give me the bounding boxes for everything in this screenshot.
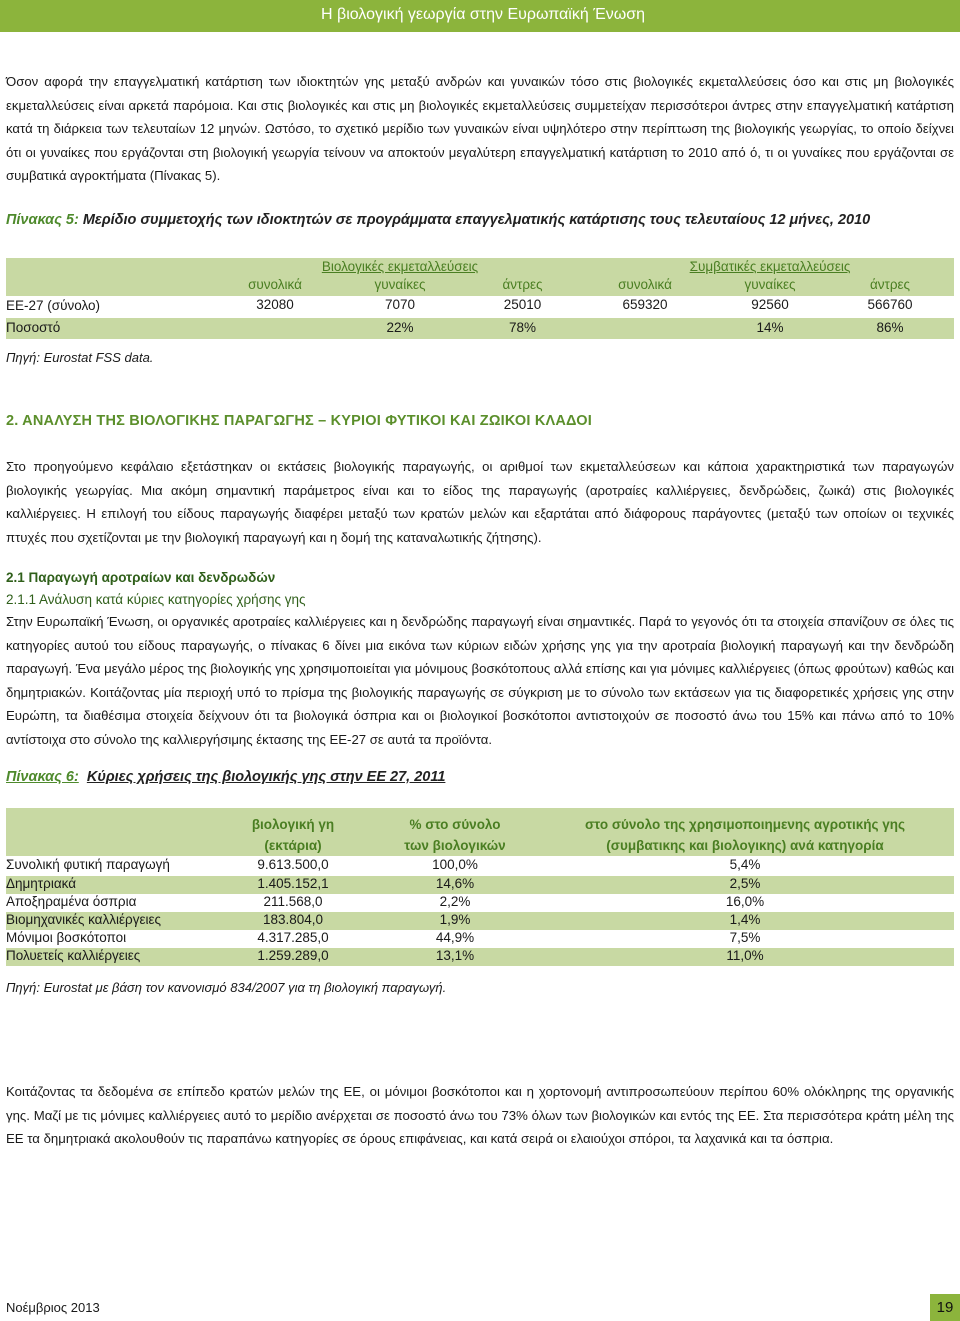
table6-row-label: Αποξηραμένα όσπρια [6, 894, 137, 909]
table6-row-label: Μόνιμοι βοσκότοποι [6, 930, 127, 945]
table5-title [6, 212, 870, 228]
table5-cell: 22% [386, 320, 414, 335]
table5-cell: 86% [876, 320, 904, 335]
table5-col-women-1: γυναίκες [374, 277, 426, 292]
table5-cell: 25010 [503, 297, 542, 312]
table5-col-total-1: συνολικά [248, 277, 302, 292]
intro-paragraph: Όσον αφορά την επαγγελματική κατάρτιση των ιδιοκτητών γης μεταξύ ανδρών και γυναικών τόσο στις βιολογικές εκμεταλλεύσεις όσο και στις μη βιολογικές εκμεταλλεύσεις είναι αρκετά παρόμοια. Και στις βιολογικές και στις μη βιολογικές εκμεταλλεύσεις συμμετείχαν περισσότεροι άντρες στην επαγγελματική κατάρτιση κατά τη διάρκεια των τελευταίων 12 μηνών. Ωστόσο, το σχετικό μερίδιο των γυναικών είναι υψηλότερο στην περίπτωση της βιολογικής γεωργίας, το οποίο δείχνει ότι οι γυναίκες που εργάζονται στη βιολογική γεωργία τείνουν να αποκτούν μεγαλύτερη επαγγελματική κατάρτιση το 2010 από ό, τι οι γυναίκες που εργάζονται σε συμβατικά αγροκτήματα (Πίνακας 5). [6, 74, 954, 183]
table6-cell: 1.405.152,1 [257, 876, 329, 891]
table6-cell: 13,1% [435, 948, 475, 963]
table5-cell: 32080 [256, 297, 294, 312]
header-title: Η βιολογική γεωργία στην Ευρωπαϊκή Ένωση [321, 6, 645, 23]
table5-cell: 566760 [867, 297, 913, 312]
table6-row-label: Πολυετείς καλλιέργειες [6, 948, 141, 963]
table6-cell: 16,0% [725, 894, 765, 909]
table6-head-share-2: (συμβατικης και βιολογικης) ανά κατηγορία [606, 838, 884, 853]
table5-row2-label: Ποσοστό [6, 320, 61, 335]
table5-col-men-2: άντρες [869, 277, 911, 292]
section2-paragraph: Στο προηγούμενο κεφάλαιο εξετάστηκαν οι εκτάσεις βιολογικής παραγωγής, οι αριθμοί των εκμεταλλεύσεων και κάποια χαρακτηριστικά των παραγωγών βιολογικής γεωργίας. Μια ακόμη σημαντική παράμετρος είναι και το είδος της παραγωγής (αροτραίες καλλιέργειες, δενδρώδεις, ζωικά) στις βιολογικές καλλιέργειες. Η επιλογή του είδους παραγωγής διαφέρει μεταξύ των κρατών μελών και εξαρτάται από διάφορους παράγοντες (μεταξύ των οποίων οι τεχνικές πτυχές που σχετίζονται με την βιολογική παραγωγή και η δομή της καταναλωτικής ζήτησης). [6, 459, 954, 545]
section211-heading: 2.1.1 Ανάλυση κατά κύριες κατηγορίες χρήσης γης [6, 592, 306, 607]
table6-cell: 1.259.289,0 [257, 948, 329, 963]
table6-cell: 7,5% [729, 930, 761, 945]
table6-cell: 211.568,0 [263, 894, 323, 909]
table5-row1-label: ΕΕ-27 (σύνολο) [6, 298, 101, 313]
table5-label: Πίνακας 5: [6, 212, 79, 228]
table5-cell: 92560 [751, 297, 789, 312]
table6-head-pct-1: % στο σύνολο [409, 817, 501, 832]
table6-label: Πίνακας 6: [6, 769, 79, 785]
table6-cell: 100,0% [432, 857, 478, 872]
page-number: 19 [930, 1294, 960, 1321]
table5-group-organic: Βιολογικές εκμεταλλεύσεις [321, 259, 479, 274]
table5-cell: 7070 [384, 297, 416, 312]
table6-caption: Κύριες χρήσεις της βιολογικής γης στην ΕΕ 27, 2011 [86, 769, 446, 785]
section211-paragraph: Στην Ευρωπαϊκή Ένωση, οι οργανικές αροτραίες καλλιέργειες και η δενδρώδης παραγωγή είναι σημαντικές. Παρά το γεγονός ότι τα στοιχεία σπανίζουν σε όλες τις κατηγορίες αυτού του είδους παραγωγής, ο πίνακας 6 δίνει μια εικόνα των κύριων ειδών χρήσης γης για την αροτραία βιολογική παραγωγή και την δενδρώδη παραγωγή. Ένα μεγάλο μέρος της βιολογικής γης χρησιμοποιείται για μόνιμους βοσκότοπους αλλά επίσης και για μόνιμες καλλιέργειες (όπως φρούτων) καθώς και δημητριακών. Κοιτάζοντας μία περιοχή υπό το πρίσμα της βιολογικής παραγωγής σε σύγκριση με το σύνολο των εκτάσεων για τις διαφορετικές χρήσεις γης στην Ευρώπη, τα διαθέσιμα στοιχεία δείχνουν ότι τα βιολογικά όσπρια και οι βιολογικοί βοσκότοποι αντιστοιχούν σε ποσοστό άνω του 15% και πάνω από το 10% αντίστοιχα στο σύνολο της καλλιεργήσιμης έκτασης της ΕΕ-27 σε αυτά τα προϊόντα. [6, 614, 954, 747]
table6-row-label: Βιομηχανικές καλλιέργειες [6, 912, 161, 927]
table6-head-land-1: βιολογική γη [251, 817, 335, 832]
table6-cell: 44,9% [435, 930, 475, 945]
table5-col-women-2: γυναίκες [744, 277, 796, 292]
table6-title [6, 769, 445, 785]
section2-heading: 2. ΑΝΑΛΥΣΗ ΤΗΣ ΒΙΟΛΟΓΙΚΗΣ ΠΑΡΑΓΩΓΗΣ – ΚΥΡΙΟΙ ΦΥΤΙΚΟΙ ΚΑΙ ΖΩΙΚΟΙ ΚΛΑΔΟΙ [6, 413, 592, 429]
table6-row-label: Συνολική φυτική παραγωγή [6, 857, 170, 872]
table6-source: Πηγή: Eurostat με βάση τον κανονισμό 834/2007 για τη βιολογική παραγωγή. [6, 980, 447, 995]
table6-row-label: Δημητριακά [6, 876, 77, 891]
table6-cell: 1,4% [729, 912, 761, 927]
table6-cell: 5,4% [729, 857, 761, 872]
table6-cell: 1,9% [439, 912, 471, 927]
table6-head-share-1: στο σύνολο της χρησιμοποιημενης αγροτικής γης [584, 817, 906, 832]
table6-cell: 14,6% [435, 876, 475, 891]
table6-head-land-2: (εκτάρια) [264, 838, 322, 853]
table5-cell: 78% [508, 320, 537, 335]
table5-col-total-2: συνολικά [618, 277, 672, 292]
header-bar [0, 0, 960, 32]
table6-cell: 4.317.285,0 [257, 930, 329, 945]
footer-date: Νοέμβριος 2013 [6, 1300, 100, 1315]
table6-cell: 2,5% [729, 876, 761, 891]
table6-cell: 183.804,0 [262, 912, 324, 927]
table6-cell: 2,2% [439, 894, 471, 909]
closing-paragraph: Κοιτάζοντας τα δεδομένα σε επίπεδο κρατών μελών της ΕΕ, οι μόνιμοι βοσκότοποι και η χορτονομή αντιπροσωπεύουν περίπου 60% ολόκληρης της οργανικής γης. Μαζί με τις μόνιμες καλλιέργειες αυτό το μερίδιο ανέρχεται σε ποσοστό άνω του 73% όλων των βιολογικών και εντός της ΕΕ. Στα περισσότερα κράτη μέλη της ΕΕ τα δημητριακά ακολουθούν τις παραπάνω κατηγορίες σε όρους επιφάνειας, και κατά σειρά οι ελαιούχοι σπόροι, τα λαχανικά και τα όσπρια. [6, 1084, 954, 1146]
table5-cell: 14% [756, 320, 784, 335]
table6-cell: 9.613.500,0 [257, 857, 329, 872]
table5-cell: 659320 [622, 297, 668, 312]
table6-cell: 11,0% [726, 948, 764, 963]
table5-col-men-1: άντρες [502, 277, 543, 292]
table5-source: Πηγή: Eurostat FSS data. [6, 350, 154, 365]
table5-group-conventional: Συμβατικές εκμεταλλεύσεις [689, 259, 851, 274]
table6-head-pct-2: των βιολογικών [404, 838, 506, 853]
section21-heading: 2.1 Παραγωγή αροτραίων και δενδρωδών [6, 570, 276, 585]
table5-caption: Μερίδιο συμμετοχής των ιδιοκτητών σε προγράμματα επαγγελματικής κατάρτισης τους τελευταίους 12 μήνες, 2010 [82, 212, 871, 228]
